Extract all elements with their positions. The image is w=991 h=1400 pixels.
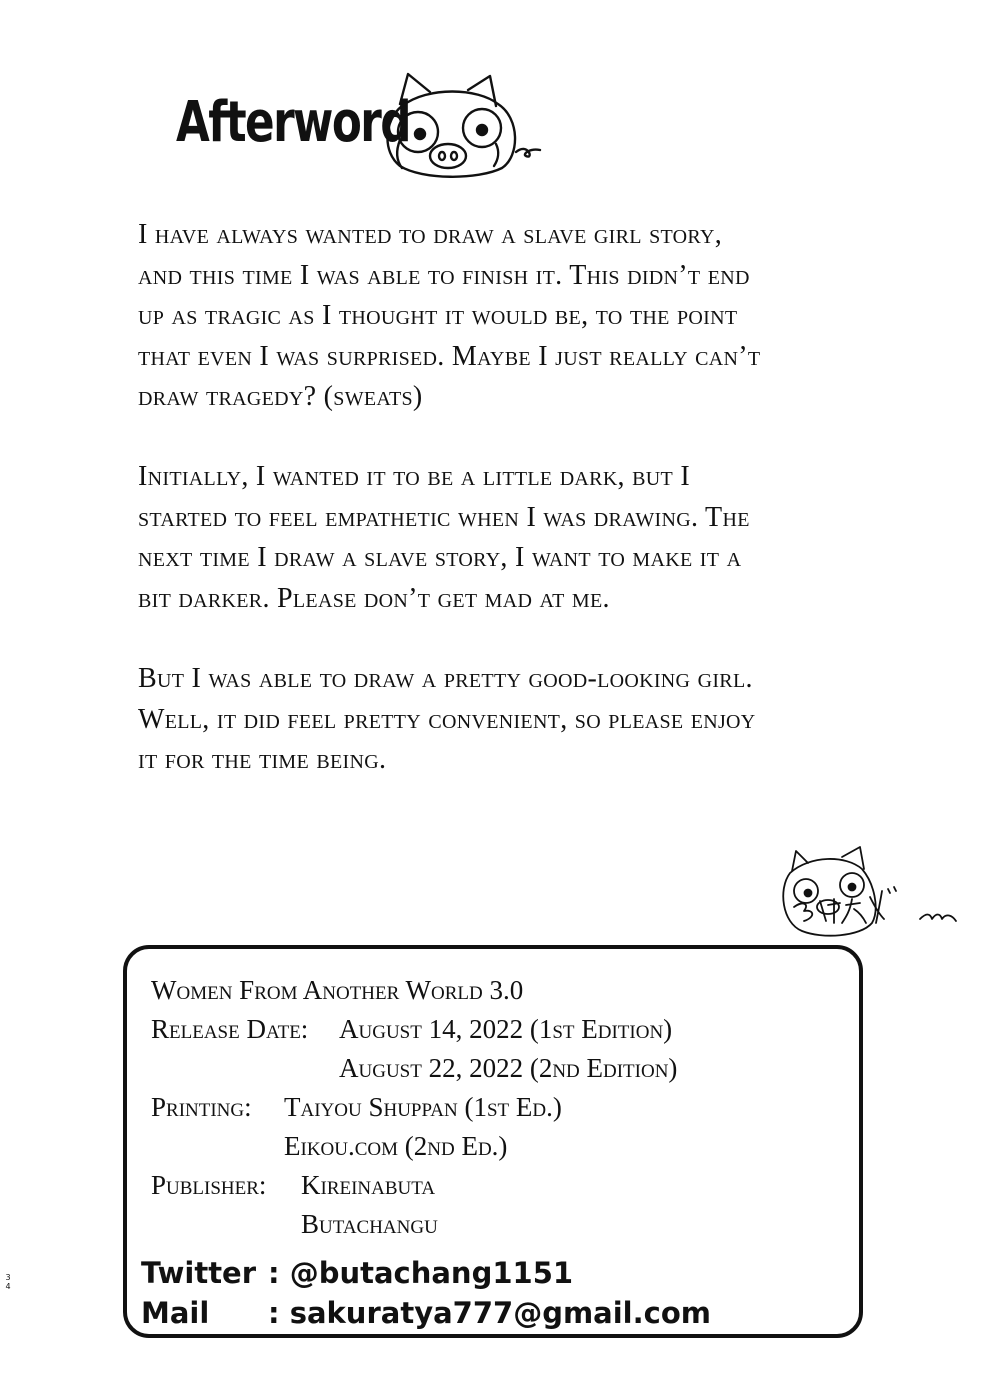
text-line: Well, it did feel pretty convenient, so please enjoy (138, 703, 756, 735)
text-line: bit darker. Please don’t get mad at me. (138, 582, 610, 614)
publisher-1: Kireinabuta (301, 1170, 436, 1200)
page-number: 34 (5, 1273, 11, 1291)
text-line: it for the time being. (138, 744, 387, 775)
paragraph-2 (138, 457, 898, 619)
book-title: Women From Another World 3.0 (151, 975, 524, 1005)
mail-label: Mail (141, 1296, 210, 1330)
text-line: and this time I was able to finish it. This didn’t end (138, 259, 750, 291)
text-line: But I was able to draw a pretty good-looking girl. (138, 663, 753, 694)
twitter-label: Twitter (141, 1256, 257, 1290)
paragraph-3 (138, 659, 898, 781)
paragraph-1 (138, 215, 898, 418)
page-title: Afterword (176, 90, 410, 155)
pig-signature-icon (780, 843, 970, 943)
text-line: up as tragic as I thought it would be, to the point (138, 300, 738, 331)
publisher-2: Butachangu (301, 1209, 438, 1239)
printing-2nd: Eikou.com (2nd Ed.) (284, 1131, 508, 1161)
release-date-label: Release Date: (151, 1014, 309, 1044)
text-line: that even I was surprised. Maybe I just really can’t (138, 340, 761, 372)
text-line: Initially, I wanted it to be a little dark, but I (138, 461, 690, 492)
publisher-label: Publisher: (151, 1170, 267, 1200)
release-date-2nd: August 22, 2022 (2nd Edition) (339, 1053, 678, 1083)
pig-head-icon (378, 70, 548, 185)
text-line: started to feel empathetic when I was drawing. The (138, 501, 750, 533)
text-line: I have always wanted to draw a slave girl story, (138, 219, 722, 250)
twitter-handle: : @butachang1151 (268, 1256, 574, 1290)
printing-1st: Taiyou Shuppan (1st Ed.) (284, 1092, 562, 1122)
printing-label: Printing: (151, 1092, 252, 1122)
release-date-1st: August 14, 2022 (1st Edition) (339, 1014, 673, 1044)
text-line: draw tragedy? (sweats) (138, 381, 423, 412)
mail-address: : sakuratya777@gmail.com (268, 1296, 711, 1330)
colophon-box (123, 945, 863, 1338)
text-line: next time I draw a slave story, I want to make it a (138, 542, 742, 573)
